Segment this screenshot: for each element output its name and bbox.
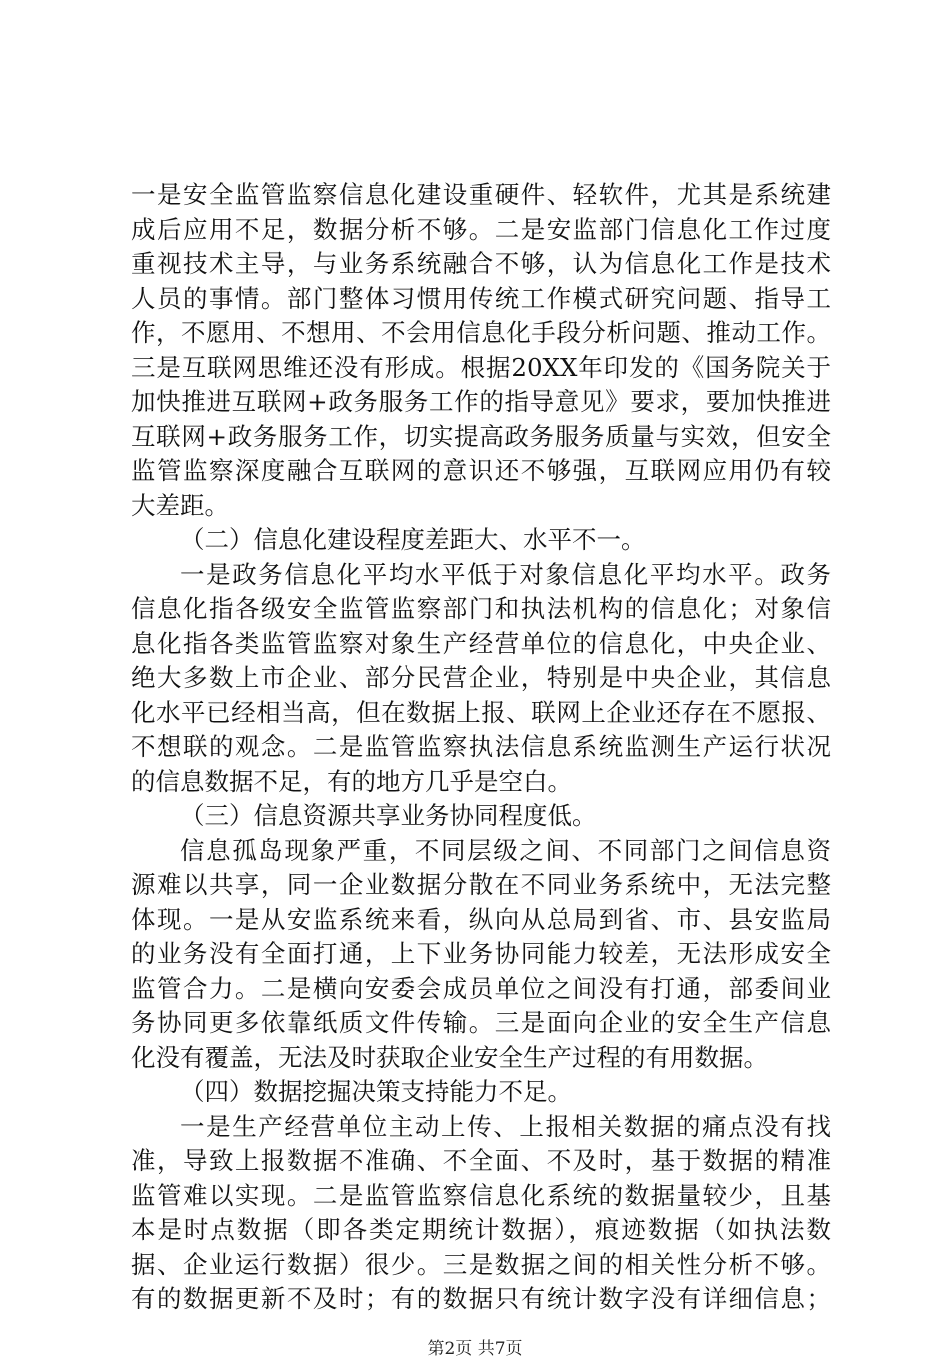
text-line: 监管难以实现。二是监管监察信息化系统的数据量较少，且基 xyxy=(131,1180,831,1210)
text-line: 务协同更多依靠纸质文件传输。三是面向企业的安全生产信息 xyxy=(131,1008,831,1037)
text-line: 源难以共享，同一企业数据分散在不同业务系统中，无法完整 xyxy=(131,870,831,899)
text-line: 作，不愿用、不想用、不会用信息化手段分析问题、推动工作。 xyxy=(131,318,831,347)
text-line: 化没有覆盖，无法及时获取企业安全生产过程的有用数据。 xyxy=(131,1042,768,1072)
text-line: 体现。一是从安监系统来看，纵向从总局到省、市、县安监局 xyxy=(131,904,831,934)
page-footer: 第2页 共7页 xyxy=(427,1338,523,1359)
text-line: 加快推进互联网+政务服务工作的指导意见》要求，要加快推进 xyxy=(131,387,831,416)
text-line: 准，导致上报数据不准确、不全面、不及时，基于数据的精准 xyxy=(131,1146,831,1175)
text-line: 有的数据更新不及时；有的数据只有统计数字没有详细信息； xyxy=(131,1284,831,1313)
text-line: 成后应用不足，数据分析不够。二是安监部门信息化工作过度 xyxy=(131,214,831,244)
text-line: 监管监察深度融合互联网的意识还不够强，互联网应用仍有较 xyxy=(131,456,831,485)
text-line: 本是时点数据（即各类定期统计数据），痕迹数据（如执法数 xyxy=(131,1215,831,1244)
text-line: 的信息数据不足，有的地方几乎是空白。 xyxy=(131,766,572,796)
text-line: 重视技术主导，与业务系统融合不够，认为信息化工作是技术 xyxy=(131,249,831,278)
text-line: 监管合力。二是横向安委会成员单位之间没有打通，部委间业 xyxy=(131,973,831,1003)
text-line: 的业务没有全面打通，上下业务协同能力较差，无法形成安全 xyxy=(131,939,831,968)
text-line: 息化指各类监管监察对象生产经营单位的信息化，中央企业、 xyxy=(131,628,831,658)
text-line: 化水平已经相当高，但在数据上报、联网上企业还存在不愿报、 xyxy=(131,697,831,727)
paragraph-first-line: 信息孤岛现象严重，不同层级之间、不同部门之间信息资 xyxy=(180,835,831,865)
text-line: 据、企业运行数据）很少。三是数据之间的相关性分析不够。 xyxy=(131,1249,831,1279)
text-line: 绝大多数上市企业、部分民营企业，特别是中央企业，其信息 xyxy=(131,663,831,692)
paragraph-first-line: 一是政务信息化平均水平低于对象信息化平均水平。政务 xyxy=(180,559,831,589)
text-line: 不想联的观念。二是监管监察执法信息系统监测生产运行状况 xyxy=(131,732,831,761)
text-line: 互联网+政务服务工作，切实提高政务服务质量与实效，但安全 xyxy=(131,421,831,451)
section-heading: （二）信息化建设程度差距大、水平不一。 xyxy=(180,525,646,554)
paragraph-first-line: 一是生产经营单位主动上传、上报相关数据的痛点没有找 xyxy=(180,1111,831,1141)
text-line: 大差距。 xyxy=(131,490,229,520)
text-line: 三是互联网思维还没有形成。根据20XX年印发的《国务院关于 xyxy=(131,352,831,382)
text-line: 一是安全监管监察信息化建设重硬件、轻软件，尤其是系统建 xyxy=(131,180,831,209)
text-line: 信息化指各级安全监管监察部门和执法机构的信息化；对象信 xyxy=(131,594,831,623)
section-heading: （四）数据挖掘决策支持能力不足。 xyxy=(180,1077,572,1106)
text-line: 人员的事情。部门整体习惯用传统工作模式研究问题、指导工 xyxy=(131,283,831,313)
section-heading: （三）信息资源共享业务协同程度低。 xyxy=(180,801,597,830)
